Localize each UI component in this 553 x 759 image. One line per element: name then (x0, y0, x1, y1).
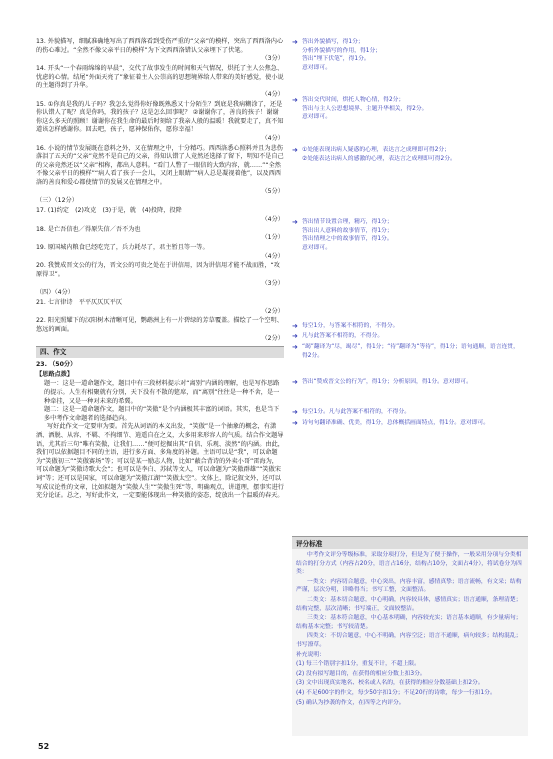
page-number: 52 (38, 742, 50, 751)
arrow-icon: ➜ (292, 96, 298, 104)
note-22 (292, 419, 524, 428)
answer-text: 13. 外貌描写，细腻准确地写出了西西落看到受伤严重的“父亲”的模样，突出了西西洛内心的伤心难过。“全然不像父亲平日的模样”为下文西西洛错认父亲埋下了伏笔。 (36, 38, 284, 54)
guidance-topic-1: 题一：这是一道命题作文，题目中有三段材料提示对“离别”内涵的理解，也是写作思路的提示。人生有相聚就有分别，天下没有不散的筵席，而“离别”往往是一种不舍，是一种牵挂，又是一种对未来的希冀。 (44, 380, 280, 405)
guidance-paragraph: 写好此作文一定要审为要。首先从词语的本义出发，“笑傲”是一个抽象的概念，有潇洒、洒脱、从容、不羁、不拘细节、逍遥自在之义，大多用来形容人的气质。结合作文题导语，尤其后三句“唯有笑傲，让我们……”便可挖掘出其“自信、乐观、淡然”的内涵。由此，我们可以依据题目不同的主语，进行多方面、多角度的补题。主语可以是“我”，可以命题为“笑傲初三”“笑傲赛场”等；可以是某一励志人物，比如“蔽合背诗的外卖小哥”雷海为，可以命题为“笑傲诗歌大会”；也可以是李白、苏轼等文人，可以命题为“笑傲群雄”“笑傲宋词”等；还可以是国家，可以命题为“笑傲江湖”“笑傲太空”。文体上，除记叙文外，还可以写成议论性的文章，比如拟题为“笑傲人生”“笑傲生死”等，明确观点，讲道理，摆事实进行充分论证。总之，写好此作文，一定要能体现出一种笑傲的姿态，绽放出一个温暖的春天。 (36, 423, 284, 500)
arrow-icon: ➜ (292, 38, 298, 46)
answer-text: 22. 阳光照耀下的汉阳树木清晰可见，鹦鹉洲上有一片碧绿的芳草覆盖。描绘了一个空明、悠远的画面。 (36, 317, 283, 334)
points: （3分） (261, 279, 284, 287)
supplement-item: (3) 文中出现真实地名、校名或人名的，在获得的相应分数基础上扣2分。 (296, 680, 484, 687)
points: （4分） (261, 134, 284, 142)
note-line: 意对即可。 (302, 244, 331, 251)
answer-text: 15. ①你真是我的儿子吗？我怎么觉得你好像既熟悉又十分陌生？到底是我病糊涂了，还是你认错人了呢？真是你吗，我的孩子？这是怎么回事呢？ ②谢谢你了，善良的孩子！谢谢你这么多天的照顾！谢谢你在我生命的最后时刻给了我亲人般的温暖！我就要走了，真不知道该怎样感谢你。回去吧，孩子，愿神保佑你，愿你幸福！ (36, 100, 284, 134)
standard-para: 四类文：不切合题意，中心不明确，内容空泛；语言不通顺，病句较多；结构混乱；书写潦草。 (296, 633, 522, 648)
note-line: 答出情理之中的故事情节，得1分。 (302, 236, 393, 243)
note-17 (292, 322, 524, 331)
note-line: 诗句句翻译准确、优美，得1分，总体概括画面特点，得1分。意对即可。 (302, 420, 490, 426)
points: （3分） (261, 55, 284, 63)
question-14 (36, 65, 284, 99)
points: （5分） (261, 187, 284, 195)
note-line: ①处能表现出病人疑惑的心理，表达言之成理即可得2分； (302, 147, 451, 153)
arrow-icon: ➜ (292, 378, 298, 386)
arrow-icon: ➜ (292, 408, 298, 416)
note-16 (292, 218, 524, 252)
outline-label: 【思路点拨】 (36, 370, 74, 378)
supplement-item: (2) 没有拟写题目的，在获得的相应分数上扣3分。 (296, 670, 426, 677)
note-line: 意对即可。 (302, 114, 331, 121)
note-line: 答出交代时间，烘托人物心情，得2分； (302, 97, 405, 103)
question-17 (36, 207, 284, 224)
note-line: 答出“埋下伏笔”，得1分。 (302, 56, 370, 63)
answer-text: 16. 小说的情节发展既在意料之外，又在情理之中，十分精巧。西西洛悉心照料并且为悲伤落泪了五天的“父亲”竟然不是自己的父亲，得知认错了人竟然还选择了留下，明知不是自己的父亲竟然还以“父亲”相称，都出人意料。“看门人瞥了一眼信的大致内容，就……”“全然不像父亲平日的模样”“病人看了孩子一会儿，又闭上眼睛”“病人总是凝视着他”，以及西西洛的善良和爱心都使情节的发展又在情理之中。 (36, 144, 284, 187)
answer-column (36, 38, 284, 501)
arrow-icon: ➜ (292, 332, 298, 340)
note-line: 答出情节设置合理，精巧，得1分； (302, 219, 393, 225)
question-23-title (36, 361, 284, 370)
arrow-icon: ➜ (292, 343, 298, 351)
answer-text: 21. 七言律诗 平平仄仄仄平仄 (36, 299, 123, 307)
points: （4分） (261, 252, 284, 260)
note-15 (292, 146, 524, 163)
points: （1分） (261, 234, 284, 242)
standard-para: 二类文：基本切合题意，中心明确，内容较具体，感情真实；语言通顺，条理清楚；结构完整，层次清晰；书写端正，文面较整洁。 (296, 596, 522, 612)
arrow-icon: ➜ (292, 419, 298, 427)
question-16 (36, 145, 284, 197)
answer-text: 18. 是亡吾信也／得原失信／吾不为也 (36, 225, 141, 233)
note-line: 每空1分。凡与此答案不相符的，不得分。 (302, 409, 411, 415)
question-number: 23. （50分） (36, 360, 77, 368)
supplement-item: (5) 确认为抄袭的作文，在四等之内评分。 (296, 699, 405, 706)
note-18 (292, 332, 524, 341)
points: （4分） (261, 90, 284, 98)
question-22 (36, 317, 284, 343)
note-line: 答出出人意料的故事情节，得1分； (302, 227, 393, 234)
note-line: 每空1分，与答案不相符的，不得分。 (302, 323, 399, 329)
question-20 (36, 262, 284, 288)
points: （2分） (261, 307, 284, 315)
note-20 (292, 378, 524, 387)
section-label: （四）（4分） (36, 289, 74, 297)
section-composition-header: 四、作文 (36, 346, 284, 358)
answer-text: 19. 原国城内粮食已经吃完了，兵力耗尽了，君主暂且等一等。 (36, 243, 209, 251)
question-21 (36, 299, 284, 316)
standard-para: 中考作文评分等级标准，采取分项打分，但是为了便于操作，一般采用分项与分类相结合的打分方式（内容占20分，语言占16分，结构占10分，文面占4分），将试卷分为四类： (296, 552, 522, 576)
answer-text: 17. (1)约定 (2)攻克 (3)于是，就 (4)投降，投降 (36, 207, 182, 215)
points: （2分） (261, 334, 284, 342)
arrow-icon: ➜ (292, 322, 298, 330)
answer-text: 20. 我赞成晋文公的行为，晋文公的可贵之处在于讲信用，因为讲信用才能不战而胜，“攻原得卫”。 (36, 262, 280, 278)
note-line: 意对即可。 (302, 64, 331, 71)
note-line: 答出与主人公思想境界、主题升华相关，得2分。 (302, 105, 428, 112)
note-line: 凡与此答案不相符的，不得分。 (302, 333, 384, 339)
note-13 (292, 38, 524, 72)
arrow-icon: ➜ (292, 146, 298, 154)
note-19 (292, 343, 524, 360)
note-line: 答出外貌描写，得1分； (302, 39, 364, 45)
essay-guidance (36, 380, 284, 500)
arrow-icon: ➜ (292, 218, 298, 226)
supplement-item: (1) 每三个错别字扣1分，重复不计，不超上限。 (296, 661, 420, 668)
note-21 (292, 408, 524, 417)
points: （4分） (261, 215, 284, 223)
answer-text: 14. 开头“一个春雨绵绵的早晨”，交代了故事发生的时间和天气情况，烘托了主人公焦急、忧虑的心情。结尾“外面天亮了”象征着主人公崇高的思想境界给人带来的美好感觉，使小说的主题得到了升华。 (36, 64, 284, 90)
question-18 (36, 226, 284, 243)
outline-tag (36, 371, 284, 380)
note-14 (292, 96, 524, 122)
question-15 (36, 101, 284, 144)
note-line: 分析外貌描写的作用，得1分； (302, 47, 382, 54)
question-13 (36, 38, 284, 64)
supplement-item: (4) 不足600字的作文，每少50字扣1分；不足20行的诗歌，每少一行扣1分。 (296, 689, 496, 696)
standard-para: 一类文：内容切合题意，中心突出，内容丰富，感情真挚；语言流畅，有文采；结构严谨，层次分明，详略得当；书写工整，文面整洁。 (296, 578, 522, 594)
section-3-header (36, 197, 284, 206)
question-19 (36, 244, 284, 261)
note-line: ②处能表达出病人的感激的心理，表达言之成理即可得2分。 (302, 155, 456, 162)
section-4-header (36, 289, 284, 298)
scoring-standard-title: 评分标准 (292, 536, 528, 549)
scoring-standard-body (292, 549, 528, 710)
guidance-topic-2: 题二：这是一道命题作文，题目中的“笑傲”是个内涵极其丰富的词语。其实，也是当下多中考作文命题者的选择趋向。 (44, 406, 280, 422)
standard-para: 三类文：基本符合题意，中心基本明确，内容较充实；语言基本通顺，有少量病句；结构基本完整；书写较清楚。 (296, 615, 522, 630)
scoring-standard-box (292, 536, 528, 736)
section-label: （三）（12分） (36, 197, 78, 205)
note-line: “竭”翻译为“尽，竭尽”，得1分；“待”翻译为“等待”，得1分；语句通顺，语言连贯，得2分。 (302, 344, 519, 359)
note-line: 答出“赞成晋文公的行为”，得1分；分析原因，得1分。意对即可。 (302, 379, 472, 385)
supplement-title: 补充说明： (296, 651, 325, 658)
